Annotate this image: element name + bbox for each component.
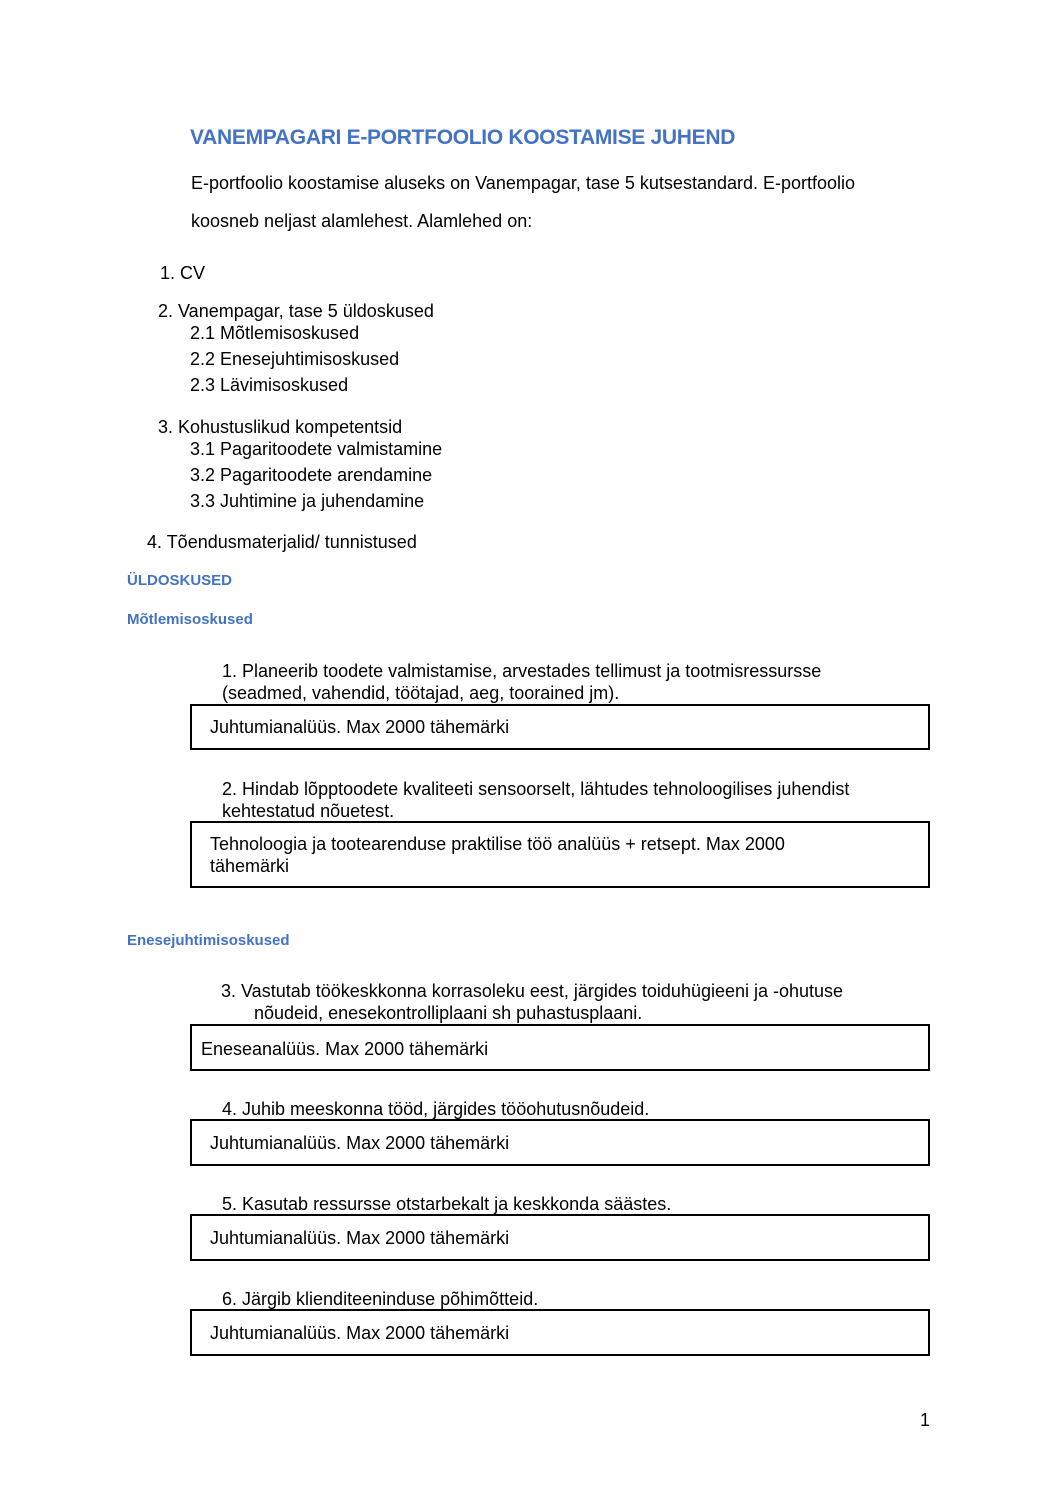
competence-item-3: 3. Vastutab töökeskkonna korrasoleku eest, järgides toiduhügieeni ja -ohutuse: [221, 981, 844, 1001]
competence-item-3-cont: nõudeid, enesekontrolliplaani sh puhastusplaani.: [254, 1003, 643, 1023]
competence-item-2-cont: kehtestatud nõuetest.: [222, 801, 395, 821]
competence-item-4: 4. Juhib meeskonna tööd, järgides tööohutusnõudeid.: [222, 1099, 650, 1119]
intro-text-line-2: koosneb neljast alamlehest. Alamlehed on:: [191, 211, 533, 231]
outline-subitem: 3.2 Pagaritoodete arendamine: [190, 465, 433, 485]
subsection-heading-self-management-skills: Enesejuhtimisoskused: [127, 932, 290, 949]
outline-subitem: 2.1 Mõtlemisoskused: [190, 323, 360, 343]
answer-box-2[interactable]: [190, 821, 930, 888]
answer-box-3[interactable]: [190, 1024, 930, 1071]
answer-box-1[interactable]: [190, 704, 930, 750]
outline-item-mandatory-competences: 3. Kohustuslikud kompetentsid: [158, 417, 403, 437]
subsection-heading-thinking-skills: Mõtlemisoskused: [127, 611, 253, 628]
answer-box-4[interactable]: [190, 1119, 930, 1166]
competence-item-1: 1. Planeerib toodete valmistamise, arvestades tellimust ja tootmisressursse: [222, 661, 822, 681]
competence-item-2: 2. Hindab lõpptoodete kvaliteeti sensoorselt, lähtudes tehnoloogilises juhendist: [222, 779, 850, 799]
intro-text-line-1: E-portfoolio koostamise aluseks on Vanempagar, tase 5 kutsestandard. E-portfoolio: [191, 173, 856, 193]
competence-item-1-cont: (seadmed, vahendid, töötajad, aeg, toorained jm).: [222, 683, 620, 703]
answer-box-placeholder: Tehnoloogia ja tootearenduse praktilise töö analüüs + retsept. Max 2000: [210, 834, 785, 854]
document-title: VANEMPAGARI E-PORTFOOLIO KOOSTAMISE JUHEND: [190, 126, 736, 149]
answer-box-5[interactable]: [190, 1214, 930, 1261]
answer-box-placeholder: Eneseanalüüs. Max 2000 tähemärki: [201, 1039, 489, 1059]
outline-item-general-skills: 2. Vanempagar, tase 5 üldoskused: [158, 301, 434, 321]
answer-box-placeholder-cont: tähemärki: [210, 856, 290, 876]
outline-subitem: 2.2 Enesejuhtimisoskused: [190, 349, 400, 369]
answer-box-placeholder: Juhtumianalüüs. Max 2000 tähemärki: [210, 1323, 510, 1343]
outline-subitem: 3.3 Juhtimine ja juhendamine: [190, 491, 425, 511]
answer-box-placeholder: Juhtumianalüüs. Max 2000 tähemärki: [210, 1228, 510, 1248]
section-heading-general-skills: ÜLDOSKUSED: [127, 572, 233, 589]
outline-item-cv: 1. CV: [160, 263, 206, 283]
outline-item-evidence: 4. Tõendusmaterjalid/ tunnistused: [147, 532, 417, 552]
answer-box-6[interactable]: [190, 1309, 930, 1356]
competence-item-6: 6. Järgib klienditeeninduse põhimõtteid.: [222, 1289, 539, 1309]
page-number: 1: [920, 1410, 931, 1430]
answer-box-placeholder: Juhtumianalüüs. Max 2000 tähemärki: [210, 1133, 510, 1153]
answer-box-placeholder: Juhtumianalüüs. Max 2000 tähemärki: [210, 717, 510, 737]
competence-item-5: 5. Kasutab ressursse otstarbekalt ja keskkonda säästes.: [222, 1194, 672, 1214]
outline-subitem: 3.1 Pagaritoodete valmistamine: [190, 439, 443, 459]
outline-subitem: 2.3 Lävimisoskused: [190, 375, 349, 395]
